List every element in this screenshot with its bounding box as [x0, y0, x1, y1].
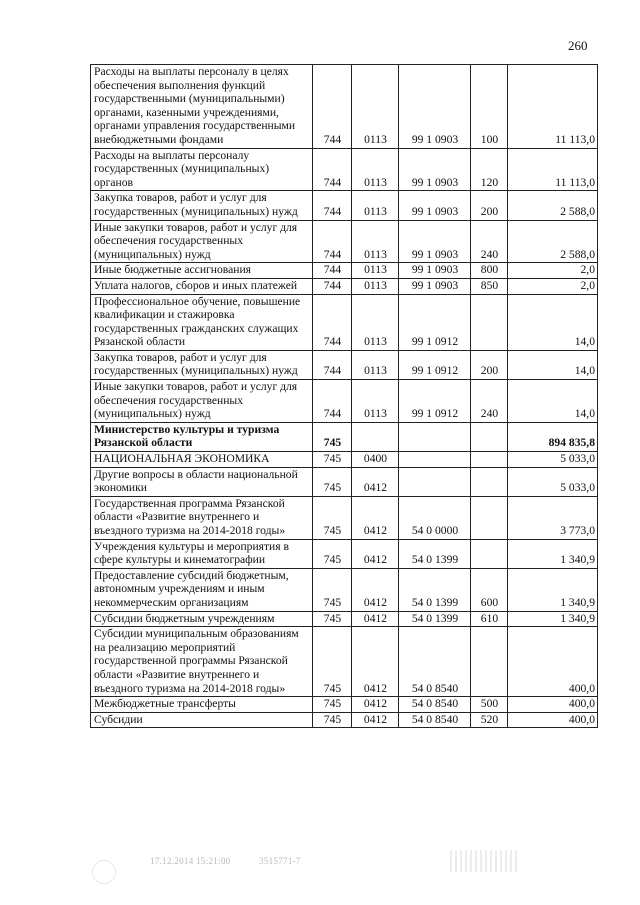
- amount: 11 113,0: [508, 148, 598, 191]
- item-name: Уплата налогов, сборов и иных платежей: [91, 278, 313, 294]
- expense-type-code: 120: [471, 148, 508, 191]
- table-row: [91, 496, 598, 539]
- footer-stamp: [150, 856, 327, 866]
- table-row: [91, 697, 598, 713]
- amount: 3 773,0: [508, 496, 598, 539]
- section-code: 0113: [352, 380, 399, 423]
- expense-type-code: 610: [471, 611, 508, 627]
- table-row: [91, 380, 598, 423]
- ministry-code: 745: [313, 697, 352, 713]
- ministry-code: 744: [313, 278, 352, 294]
- item-name: Иные бюджетные ассигнования: [91, 263, 313, 279]
- amount: 2,0: [508, 263, 598, 279]
- expense-type-code: 200: [471, 191, 508, 220]
- footer-timestamp: 17.12.2014 15:21:00: [150, 856, 231, 866]
- expense-type-code: 850: [471, 278, 508, 294]
- amount: 2 588,0: [508, 191, 598, 220]
- article-code: 99 1 0903: [399, 148, 471, 191]
- article-code: 99 1 0912: [399, 380, 471, 423]
- table-row: [91, 712, 598, 728]
- ministry-code: 744: [313, 220, 352, 263]
- table-row: [91, 278, 598, 294]
- item-name: Учреждения культуры и мероприятия в сфере культуры и кинематографии: [91, 539, 313, 568]
- ministry-code: 744: [313, 350, 352, 379]
- section-code: 0400: [352, 452, 399, 468]
- article-code: 99 1 0903: [399, 220, 471, 263]
- ministry-code: 744: [313, 191, 352, 220]
- amount: 5 033,0: [508, 452, 598, 468]
- item-name: Субсидии муниципальным образованиям на реализацию мероприятий государственной программы Рязанской области «Развитие внутреннего и въездного туризма на 2014-2018 годы»: [91, 627, 313, 697]
- item-name: Другие вопросы в области национальной экономики: [91, 467, 313, 496]
- article-code: 54 0 0000: [399, 496, 471, 539]
- expense-type-code: [471, 422, 508, 451]
- amount: 894 835,8: [508, 422, 598, 451]
- ministry-code: 745: [313, 539, 352, 568]
- table-row: [91, 65, 598, 149]
- table-row: [91, 191, 598, 220]
- article-code: 54 0 1399: [399, 611, 471, 627]
- article-code: 54 0 8540: [399, 627, 471, 697]
- article-code: 54 0 1399: [399, 568, 471, 611]
- table-row: [91, 294, 598, 350]
- ministry-code: 745: [313, 467, 352, 496]
- amount: 14,0: [508, 350, 598, 379]
- article-code: 99 1 0903: [399, 278, 471, 294]
- table-row: [91, 627, 598, 697]
- item-name: Субсидии: [91, 712, 313, 728]
- section-code: 0412: [352, 697, 399, 713]
- budget-table: [90, 64, 598, 728]
- amount: 400,0: [508, 712, 598, 728]
- section-code: 0412: [352, 568, 399, 611]
- expense-type-code: [471, 294, 508, 350]
- amount: 1 340,9: [508, 611, 598, 627]
- table-row: [91, 611, 598, 627]
- amount: 400,0: [508, 627, 598, 697]
- budget-table-body: [91, 65, 598, 728]
- section-code: 0113: [352, 263, 399, 279]
- expense-type-code: [471, 539, 508, 568]
- amount: 14,0: [508, 294, 598, 350]
- item-name: Профессиональное обучение, повышение квалификации и стажировка государственных гражданских служащих Рязанской области: [91, 294, 313, 350]
- amount: 2 588,0: [508, 220, 598, 263]
- table-row: [91, 263, 598, 279]
- section-code: 0113: [352, 294, 399, 350]
- article-code: 99 1 0903: [399, 65, 471, 149]
- expense-type-code: [471, 496, 508, 539]
- table-row: [91, 452, 598, 468]
- section-code: 0412: [352, 496, 399, 539]
- ministry-code: 744: [313, 65, 352, 149]
- amount: 1 340,9: [508, 539, 598, 568]
- item-name: Закупка товаров, работ и услуг для государственных (муниципальных) нужд: [91, 350, 313, 379]
- ministry-code: 745: [313, 568, 352, 611]
- article-code: [399, 467, 471, 496]
- expense-type-code: 600: [471, 568, 508, 611]
- article-code: 99 1 0903: [399, 191, 471, 220]
- barcode-mark: [450, 850, 520, 872]
- item-name: Расходы на выплаты персоналу государственных (муниципальных) органов: [91, 148, 313, 191]
- amount: 5 033,0: [508, 467, 598, 496]
- amount: 2,0: [508, 278, 598, 294]
- section-code: 0113: [352, 148, 399, 191]
- article-code: [399, 452, 471, 468]
- expense-type-code: 800: [471, 263, 508, 279]
- expense-type-code: [471, 627, 508, 697]
- section-code: 0412: [352, 627, 399, 697]
- article-code: 54 0 8540: [399, 712, 471, 728]
- section-code: 0113: [352, 191, 399, 220]
- expense-type-code: 520: [471, 712, 508, 728]
- article-code: 99 1 0912: [399, 350, 471, 379]
- table-row: [91, 350, 598, 379]
- ministry-code: 745: [313, 627, 352, 697]
- section-code: 0412: [352, 611, 399, 627]
- ministry-code: 745: [313, 611, 352, 627]
- ministry-code: 744: [313, 294, 352, 350]
- item-name: Государственная программа Рязанской области «Развитие внутреннего и въездного туризма на 2014-2018 годы»: [91, 496, 313, 539]
- table-row: [91, 539, 598, 568]
- item-name: НАЦИОНАЛЬНАЯ ЭКОНОМИКА: [91, 452, 313, 468]
- item-name: Закупка товаров, работ и услуг для государственных (муниципальных) нужд: [91, 191, 313, 220]
- section-code: 0412: [352, 712, 399, 728]
- ministry-code: 745: [313, 712, 352, 728]
- article-code: 54 0 1399: [399, 539, 471, 568]
- expense-type-code: 200: [471, 350, 508, 379]
- table-row: [91, 220, 598, 263]
- expense-type-code: [471, 452, 508, 468]
- ministry-code: 745: [313, 496, 352, 539]
- article-code: 99 1 0903: [399, 263, 471, 279]
- expense-type-code: [471, 467, 508, 496]
- section-code: 0412: [352, 539, 399, 568]
- item-name: Межбюджетные трансферты: [91, 697, 313, 713]
- item-name: Иные закупки товаров, работ и услуг для обеспечения государственных (муниципальных) нужд: [91, 220, 313, 263]
- section-code: 0113: [352, 65, 399, 149]
- table-row: [91, 467, 598, 496]
- section-code: [352, 422, 399, 451]
- item-name: Расходы на выплаты персоналу в целях обеспечения выполнения функций государственными (муниципальными) органами, казенными учреждениями, органами управления государственными внебюджетными фондами: [91, 65, 313, 149]
- amount: 1 340,9: [508, 568, 598, 611]
- expense-type-code: 500: [471, 697, 508, 713]
- item-name: Субсидии бюджетным учреждениям: [91, 611, 313, 627]
- ministry-code: 745: [313, 422, 352, 451]
- table-row: [91, 148, 598, 191]
- scan-mark: [92, 860, 116, 884]
- amount: 400,0: [508, 697, 598, 713]
- ministry-code: 744: [313, 263, 352, 279]
- item-name: Министерство культуры и туризма Рязанской области: [91, 422, 313, 451]
- footer-doc-code: 3515771-7: [259, 856, 301, 866]
- expense-type-code: 240: [471, 380, 508, 423]
- expense-type-code: 240: [471, 220, 508, 263]
- amount: 14,0: [508, 380, 598, 423]
- ministry-code: 745: [313, 452, 352, 468]
- page-number: 260: [568, 38, 588, 53]
- section-code: 0113: [352, 350, 399, 379]
- item-name: Предоставление субсидий бюджетным, автономным учреждениям и иным некоммерческим организациям: [91, 568, 313, 611]
- ministry-code: 744: [313, 380, 352, 423]
- section-code: 0412: [352, 467, 399, 496]
- ministry-code: 744: [313, 148, 352, 191]
- amount: 11 113,0: [508, 65, 598, 149]
- table-row: [91, 422, 598, 451]
- article-code: 54 0 8540: [399, 697, 471, 713]
- article-code: [399, 422, 471, 451]
- section-code: 0113: [352, 220, 399, 263]
- section-code: 0113: [352, 278, 399, 294]
- item-name: Иные закупки товаров, работ и услуг для обеспечения государственных (муниципальных) нужд: [91, 380, 313, 423]
- article-code: 99 1 0912: [399, 294, 471, 350]
- table-row: [91, 568, 598, 611]
- expense-type-code: 100: [471, 65, 508, 149]
